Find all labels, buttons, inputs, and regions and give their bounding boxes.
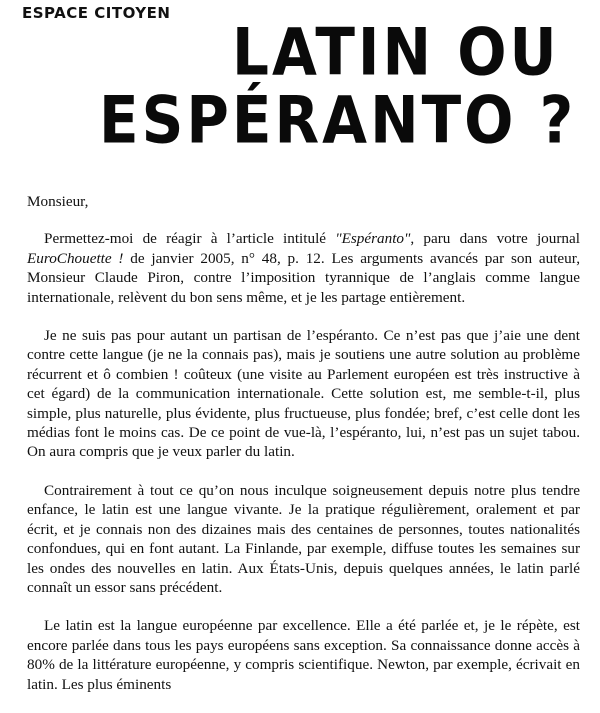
article-title-reference: "Espéranto" xyxy=(335,230,411,248)
journal-name: EuroChouette ! xyxy=(27,249,124,267)
paragraph-1-text-a: Permettez-moi de réagir à l’article intitulé xyxy=(44,230,336,248)
article-body xyxy=(27,192,580,713)
salutation: Monsieur, xyxy=(27,193,89,210)
section-label: ESPACE CITOYEN xyxy=(22,4,171,22)
paragraph-1-text-c: de janvier 2005, n° 48, p. 12. Les arguments avancés par son auteur, Monsieur Claude Piron, contre l’imposition tyrannique de l’anglais comme langue internationale, relèvent du bon sens même, et je les partage entièrement. xyxy=(27,249,581,306)
paragraph-1 xyxy=(27,229,580,307)
headline xyxy=(0,14,600,159)
headline-line-2: ESPÉRANTO ? xyxy=(99,82,577,159)
paragraph-3: Contrairement à tout ce qu’on nous inculque soigneusement depuis notre plus tendre enfance, le latin est une langue vivante. Je la pratique régulièrement, oralement et par écrit, et je connais non des dizaines mais des centaines de personnes, toutes nationalités confondues, qui en font autant. La Finlande, par exemple, diffuse toutes les semaines sur les ondes des nouvelles en latin. Aux États-Unis, depuis quelques années, le latin parlé connaît un essor sans précédent. xyxy=(27,481,580,596)
paragraph-1-text-b: , paru dans votre journal xyxy=(410,230,580,248)
paragraph-4: Le latin est la langue européenne par excellence. Elle a été parlée et, je le répète, est encore parlée dans tous les pays européens sans exception. Sa connaissance donne accès à 80% de la littérature européenne, y compris scientifique. Newton, par exemple, écrivait en latin. Les plus éminents xyxy=(27,617,580,693)
paragraph-2: Je ne suis pas pour autant un partisan de l’espéranto. Ce n’est pas que j’aie une dent contre cette langue (je ne la connais pas), mais je soutiens une autre solution au problème récurrent et ô combien ! coûteux (une visite au Parlement européen est très instructive à cet égard) de la communication internationale. Cette solution est, me semble-t-il, plus simple, plus naturelle, plus évidente, plus fructueuse, plus fondée; bref, c’est celle dont les médias font le moins cas. De ce point de vue-là, l’espéranto, lui, n’est pas un sujet tabou. On aura compris que je veux parler du latin. xyxy=(27,327,580,461)
headline-line-1: LATIN OU xyxy=(232,14,560,91)
